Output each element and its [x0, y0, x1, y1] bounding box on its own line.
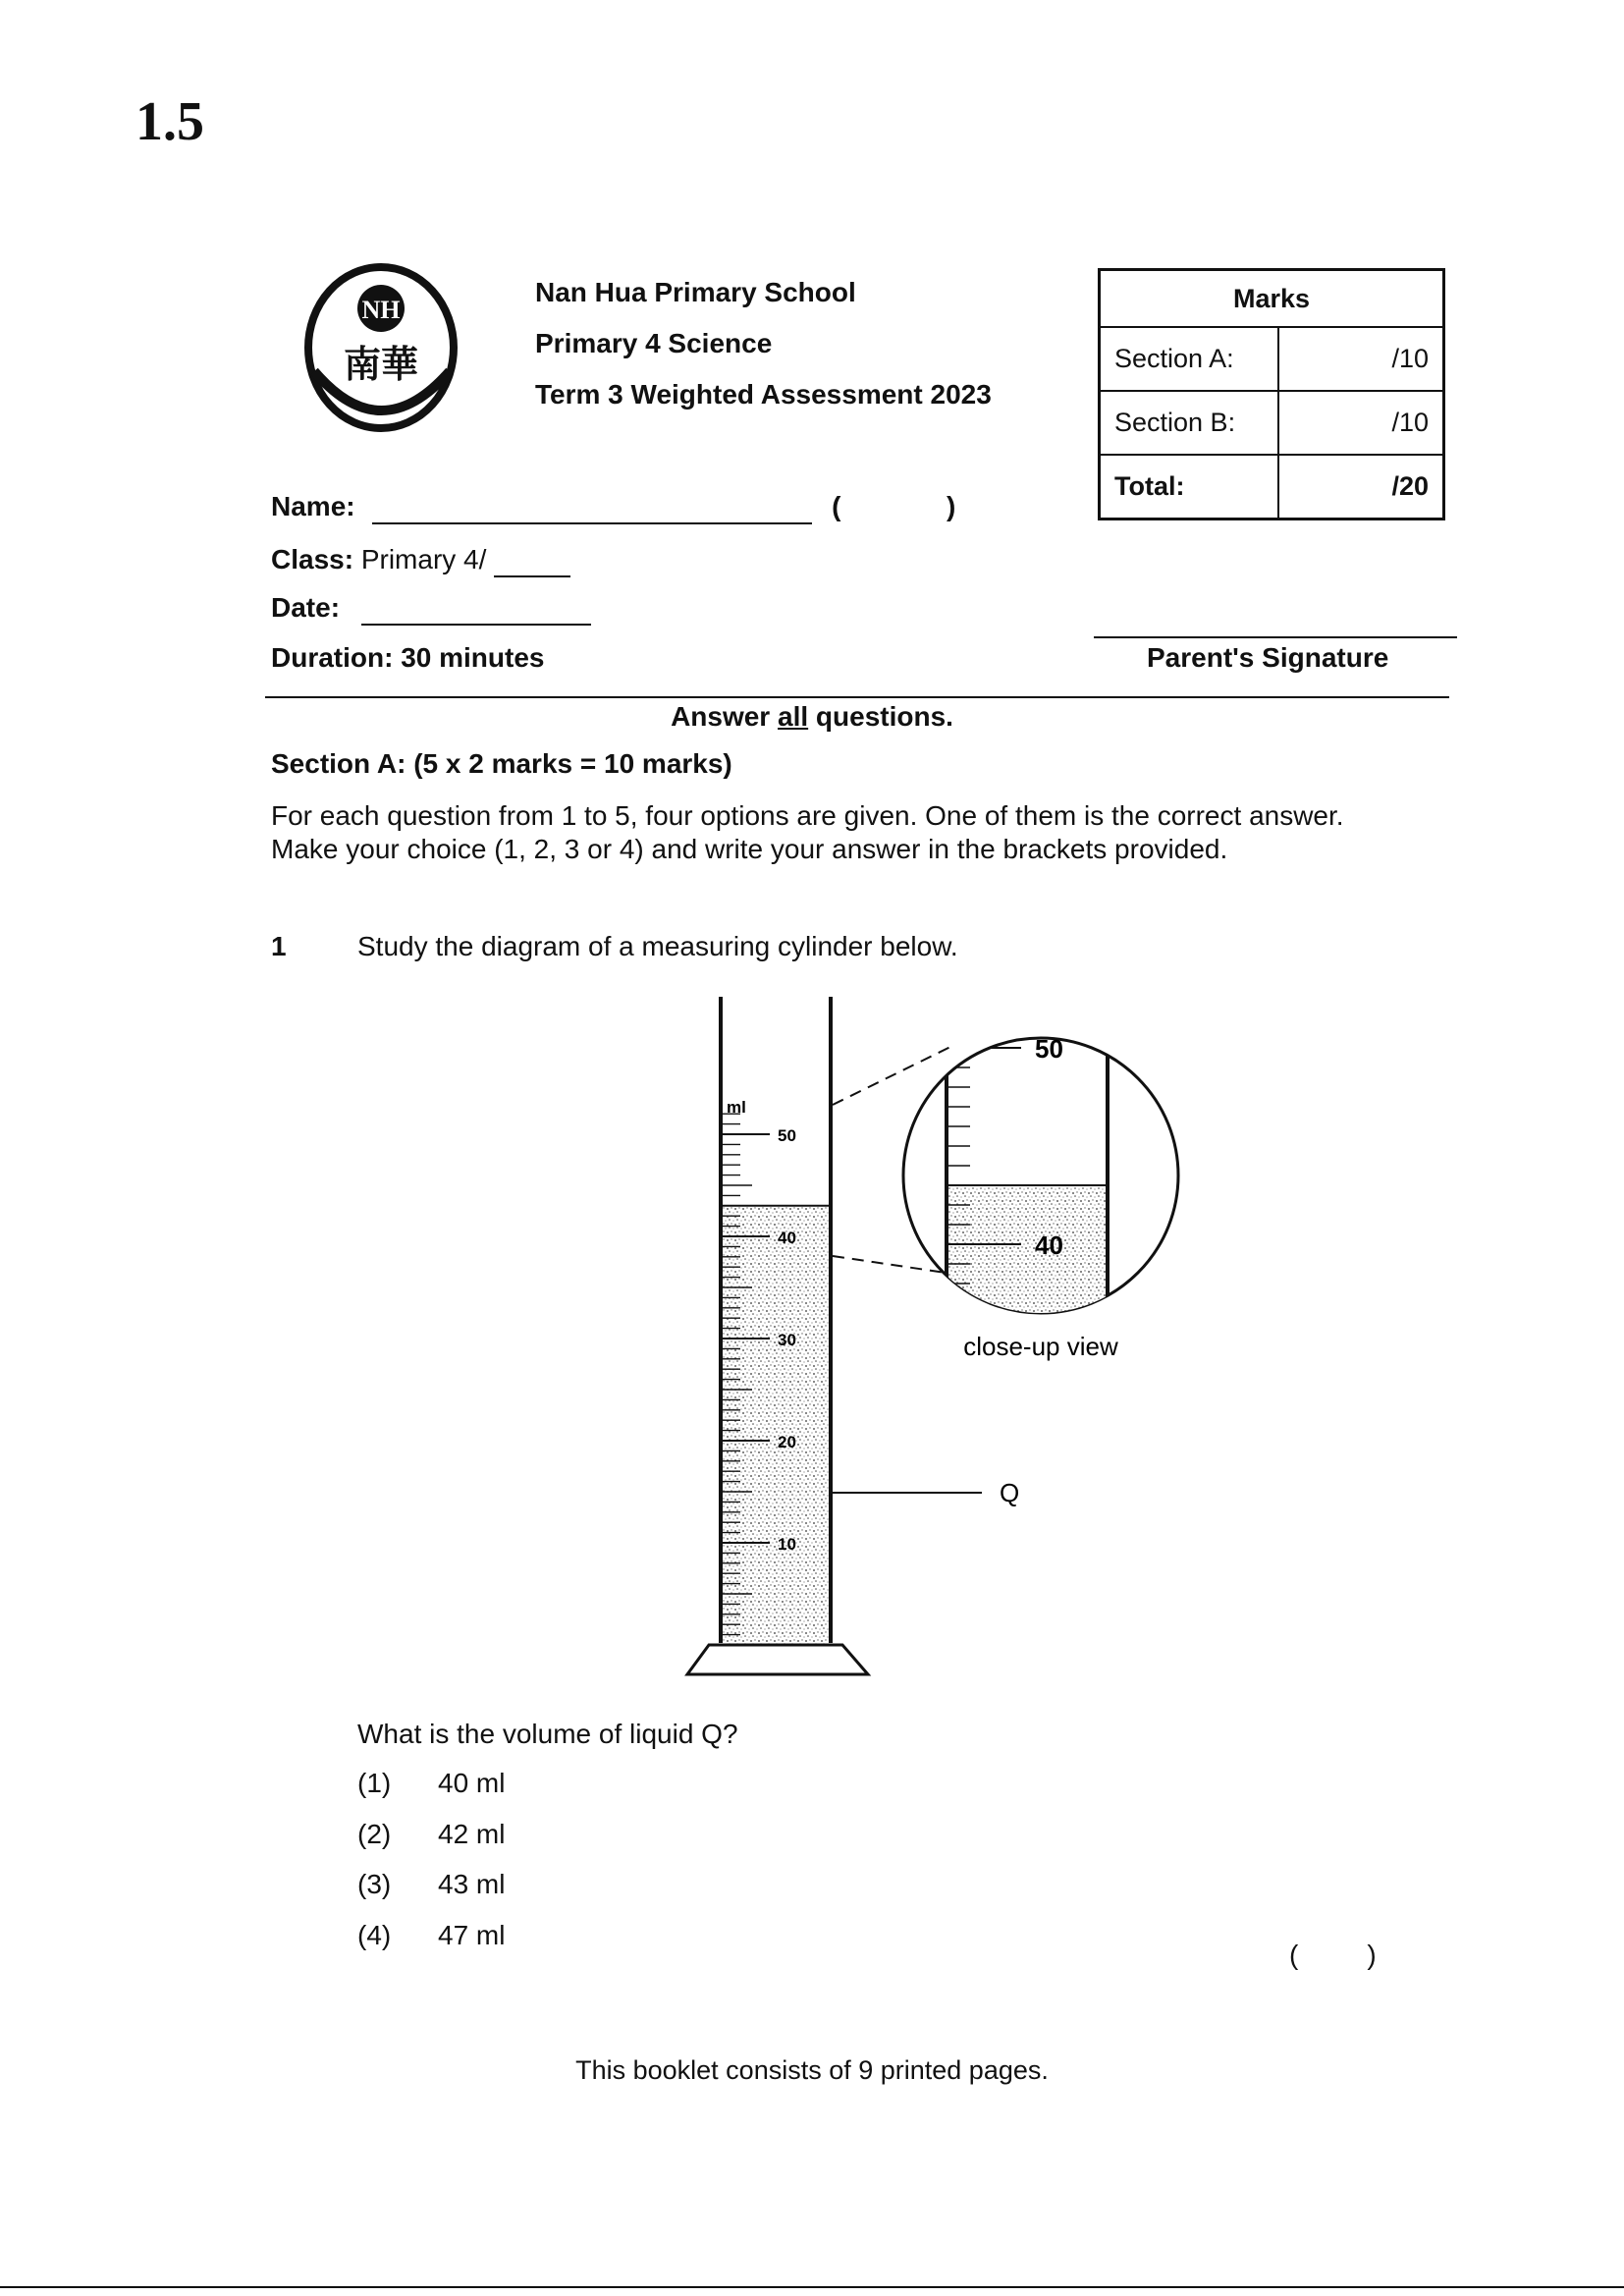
- school-name: Nan Hua Primary School: [535, 277, 856, 307]
- instruction-line: For each question from 1 to 5, four options are given. One of them is the correct answer.: [271, 800, 1344, 831]
- closeup-scale-label: 40: [1035, 1230, 1063, 1260]
- duration: Duration: 30 minutes: [271, 642, 545, 673]
- scale-label: 40: [778, 1229, 796, 1247]
- register-paren-close: ): [947, 491, 956, 521]
- date-label: Date:: [271, 592, 341, 623]
- assessment-title: Term 3 Weighted Assessment 2023: [535, 379, 992, 410]
- marks-total-label: Total:: [1100, 455, 1279, 519]
- closeup-caption: close-up view: [963, 1332, 1118, 1361]
- class-field: [271, 544, 570, 577]
- question-number: 1: [271, 931, 287, 961]
- instructions: [271, 799, 1498, 866]
- school-logo: [302, 263, 460, 438]
- marks-header: Marks: [1100, 270, 1444, 328]
- scale-label: 20: [778, 1433, 796, 1451]
- class-label: Class:: [271, 544, 354, 574]
- divider: [265, 696, 1449, 698]
- scale-label: 50: [778, 1126, 796, 1145]
- question-prompt: What is the volume of liquid Q?: [357, 1719, 738, 1749]
- subject-title: Primary 4 Science: [535, 328, 773, 358]
- page-number: 1.5: [135, 91, 204, 152]
- liquid-label-q: Q: [1000, 1478, 1020, 1507]
- closeup-scale-label: 50: [1035, 1034, 1063, 1064]
- signature-line[interactable]: [1094, 636, 1457, 638]
- option-2[interactable]: (2) 42 ml: [357, 1819, 506, 1849]
- date-input-line[interactable]: [361, 592, 591, 626]
- scale-label: 10: [778, 1535, 796, 1554]
- section-a-heading: Section A: (5 x 2 marks = 10 marks): [271, 748, 732, 779]
- cylinder-base: [687, 1645, 868, 1674]
- marks-row-value: /10: [1278, 391, 1443, 455]
- svg-text:南華: 南華: [343, 343, 419, 386]
- closeup-liquid: [948, 1185, 1106, 1321]
- date-field: [271, 592, 591, 626]
- marks-table: [1098, 268, 1445, 520]
- liquid-q: [723, 1206, 829, 1645]
- marks-row-label: Section A:: [1100, 327, 1279, 391]
- class-value: Primary 4/: [360, 544, 487, 574]
- option-1[interactable]: (1) 40 ml: [357, 1768, 506, 1798]
- marks-row-label: Section B:: [1100, 391, 1279, 455]
- answer-bracket[interactable]: ( ): [1289, 1940, 1377, 1970]
- svg-text:NH: NH: [361, 296, 401, 324]
- unit-label: ml: [727, 1098, 746, 1117]
- parent-signature-label: Parent's Signature: [1147, 642, 1389, 673]
- footer-note: This booklet consists of 9 printed pages.: [575, 2055, 1049, 2085]
- name-label: Name:: [271, 491, 355, 521]
- question-text: Study the diagram of a measuring cylinder below.: [357, 931, 958, 961]
- option-4[interactable]: (4) 47 ml: [357, 1920, 506, 1950]
- class-input-line[interactable]: [494, 544, 570, 577]
- marks-total-value: /20: [1278, 455, 1443, 519]
- name-field: [271, 491, 955, 524]
- bottom-rule: [0, 2286, 1624, 2288]
- instruction-line: Make your choice (1, 2, 3 or 4) and write your answer in the brackets provided.: [271, 834, 1228, 864]
- name-input-line[interactable]: [372, 491, 812, 524]
- register-paren-open: (: [832, 491, 841, 521]
- marks-row-value: /10: [1278, 327, 1443, 391]
- scale-label: 30: [778, 1331, 796, 1349]
- option-3[interactable]: (3) 43 ml: [357, 1869, 506, 1899]
- answer-all-instruction: Answer all questions.: [671, 701, 953, 732]
- measuring-cylinder-diagram: [648, 987, 1198, 1694]
